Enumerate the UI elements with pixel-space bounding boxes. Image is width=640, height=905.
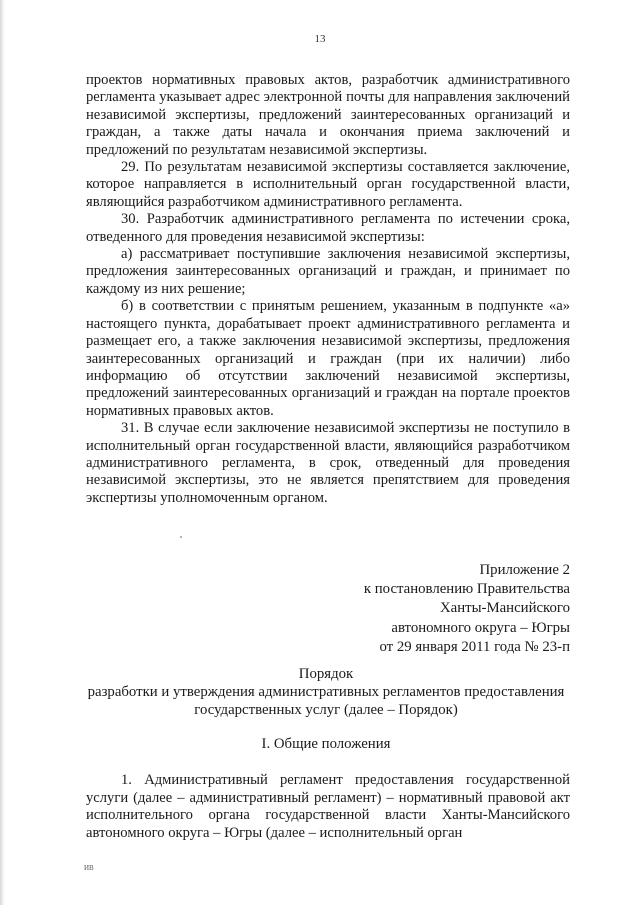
bottom-text-block: [86, 772, 570, 842]
corner-mark: ИВ: [84, 864, 94, 872]
appendix-line: от 29 января 2011 года № 23-п: [379, 638, 570, 655]
section-heading: I. Общие положения: [261, 736, 391, 752]
paragraph: 30. Разработчик административного регламента по истечении срока, отведенного для проведения независимой экспертизы:: [86, 211, 570, 245]
appendix-line: к постановлению Правительства: [363, 581, 570, 598]
top-text-block: [86, 72, 570, 507]
scan-edge: [0, 0, 5, 905]
paragraph: проектов нормативных правовых актов, разработчик административного регламента указывает адрес электронной почты для направления заключений независимой экспертизы, предложений заинтересованных организаций и граждан, а также даты начала и окончания приема заключений и предложений по результатам независимой экспертизы.: [86, 72, 570, 158]
scan-speck: [180, 536, 182, 538]
title-heading: Порядок: [298, 666, 354, 682]
paragraph: 29. По результатам независимой экспертизы составляется заключение, которое направляется в исполнительный орган государственной власти, являющийся разработчиком административного регламента.: [86, 159, 570, 210]
appendix-line: Приложение 2: [479, 562, 570, 578]
page-number: 13: [314, 33, 326, 45]
paragraph: а) рассматривает поступившие заключения независимой экспертизы, предложения заинтересованных организаций и граждан, и принимает по каждому из них решение;: [86, 246, 570, 297]
appendix-line: Ханты-Мансийского: [439, 600, 570, 617]
appendix-line: автономного округа – Югры: [391, 619, 570, 636]
title-subtitle: разработки и утверждения административных регламентов предоставления государственных услуг (далее – Порядок): [87, 684, 565, 718]
document-title: [76, 665, 576, 719]
paragraph: 31. В случае если заключение независимой экспертизы не поступило в исполнительный орган государственной власти, являющийся разработчиком административного регламента, в срок, отведенный для проведения независимой экспертизы, это не является препятствием для проведения экспертизы уполномоченным органом.: [86, 420, 570, 506]
paragraph: б) в соответствии с принятым решением, указанным в подпункте «а» настоящего пункта, дорабатывает проект административного регламента и размещает его, а также заключения независимой экспертизы, предложения заинтересованных организаций и граждан (при их наличии) либо информацию об отсутствии заключений независимой экспертизы, предложений заинтересованных организаций и граждан на портале проектов нормативных правовых актов.: [86, 298, 570, 419]
appendix-note: [300, 561, 570, 657]
paragraph: 1. Административный регламент предоставления государственной услуги (далее – административный регламент) – нормативный правовой акт исполнительного органа государственной власти Ханты-Мансийского автономного округа – Югры (далее – исполнительный орган: [86, 772, 570, 841]
